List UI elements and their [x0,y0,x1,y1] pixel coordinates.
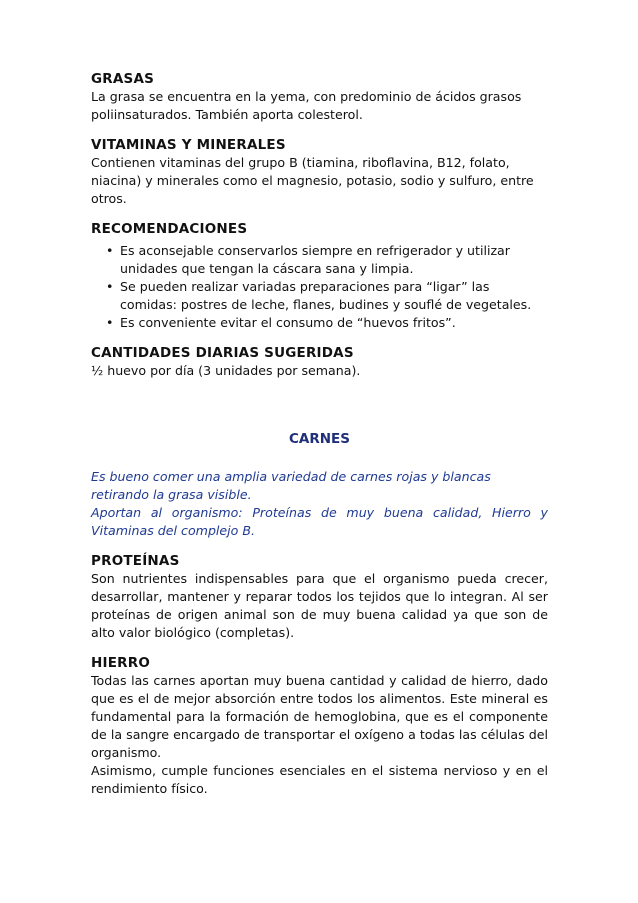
list-item-text: Es aconsejable conservarlos siempre en refrigerador y utilizar unidades que tengan la cáscara sana y limpia. [120,243,510,276]
section-cantidades [91,344,548,380]
paragraph-cantidades: ½ huevo por día (3 unidades por semana). [91,363,361,378]
section-grasas [91,70,548,124]
paragraph-vitaminas-minerales: Contienen vitaminas del grupo B (tiamina, riboflavina, B12, folato, niacina) y minerales como el magnesio, potasio, sodio y sulfuro, entre otros. [91,155,534,206]
section-proteinas [91,552,548,642]
document-page [91,70,548,798]
heading-hierro: HIERRO [91,655,151,671]
heading-grasas: GRASAS [91,71,155,87]
paragraph-hierro-2: Asimismo, cumple funciones esenciales en el sistema nervioso y en el rendimiento físico. [91,763,548,796]
paragraph-hierro-1: Todas las carnes aportan muy buena cantidad y calidad de hierro, dado que es el de mejor absorción entre todos los alimentos. Este mineral es fundamental para la formación de hemoglobina, que es el componente de la sangre encargado de transportar el oxígeno a todas las células del organismo. [91,673,548,760]
heading-vitaminas-minerales: VITAMINAS Y MINERALES [91,137,286,153]
bullet-icon: • [106,279,114,294]
paragraph-proteinas: Son nutrientes indispensables para que el organismo pueda crecer, desarrollar, mantener y reparar todos los tejidos que lo integran. Al ser proteínas de origen animal son de muy buena calidad ya que son de alto valor biológico (completas). [91,571,548,640]
list-item-text: Es conveniente evitar el consumo de “huevos fritos”. [120,315,456,330]
list-item-text: Se pueden realizar variadas preparaciones para “ligar” las comidas: postres de leche, flanes, budines y souflé de vegetales. [120,279,532,312]
bullet-icon: • [106,315,114,330]
carnes-intro-1: Es bueno comer una amplia variedad de carnes rojas y blancas retirando la grasa visible. [91,469,491,502]
title-carnes: CARNES [289,431,350,447]
list-item [91,242,548,278]
section-hierro [91,654,548,798]
list-item [91,314,548,332]
heading-cantidades-diarias: CANTIDADES DIARIAS SUGERIDAS [91,345,354,361]
section-recomendaciones [91,220,548,332]
heading-proteinas: PROTEÍNAS [91,553,180,569]
carnes-intro-2: Aportan al organismo: Proteínas de muy buena calidad, Hierro y Vitaminas del complejo B. [91,505,548,538]
recommendations-list [91,242,548,332]
heading-recomendaciones: RECOMENDACIONES [91,221,248,237]
paragraph-grasas: La grasa se encuentra en la yema, con predominio de ácidos grasos poliinsaturados. También aporta colesterol. [91,89,522,122]
list-item [91,278,548,314]
bullet-icon: • [106,243,114,258]
section-carnes [91,430,548,540]
section-vitaminas-minerales [91,136,548,208]
